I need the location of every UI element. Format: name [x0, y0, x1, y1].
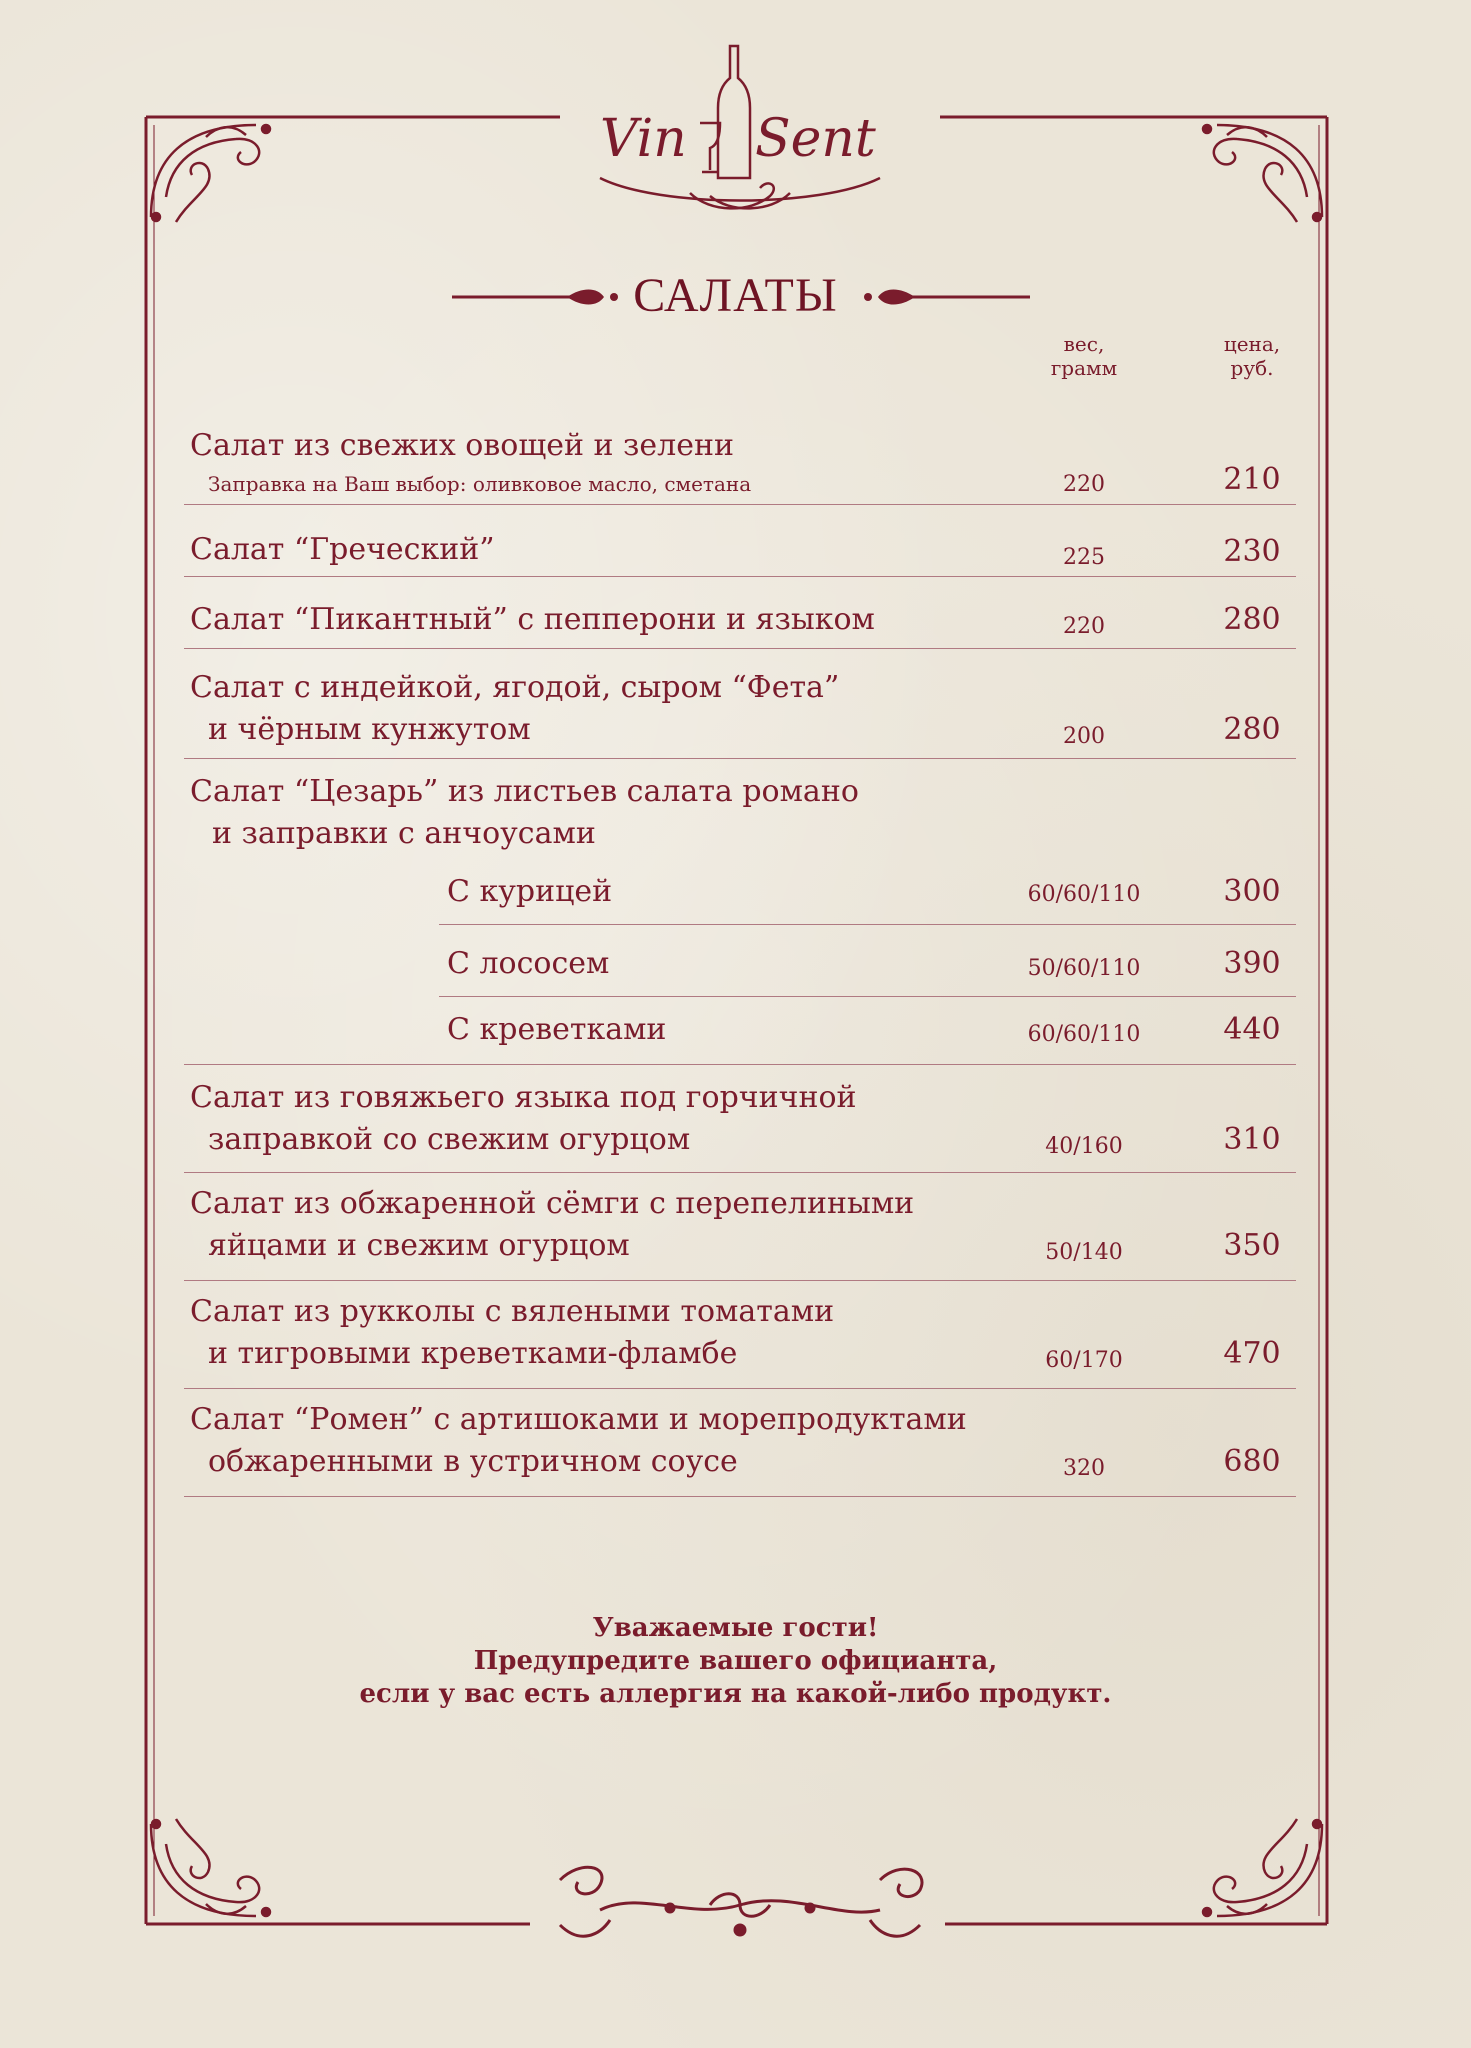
logo-text-right: Sent: [755, 109, 876, 169]
menu-item-price: 280: [1223, 602, 1281, 637]
brand-logo: [580, 38, 900, 218]
title-ornament-right: [860, 275, 1030, 315]
menu-item-variant: С курицей: [447, 874, 613, 909]
menu-item-name-continued: и чёрным кунжутом: [208, 712, 531, 747]
menu-item-price: 310: [1223, 1122, 1281, 1157]
wine-bottle-icon: [718, 46, 750, 178]
weight-column-header: вес, грамм: [1050, 332, 1118, 380]
menu-item-weight: 200: [1063, 724, 1105, 749]
menu-item-variant: С креветками: [447, 1012, 667, 1047]
menu-item-weight: 60/60/110: [1027, 1022, 1141, 1047]
menu-item-variant: С лососем: [447, 946, 610, 981]
menu-item-price: 280: [1223, 712, 1281, 747]
menu-item-name: Салат из свежих овощей и зелени: [190, 428, 734, 463]
row-divider: [184, 648, 1296, 649]
menu-item-weight: 220: [1063, 614, 1105, 639]
menu-item-name: Салат “Цезарь” из листьев салата романо: [190, 774, 859, 809]
row-divider: [184, 1496, 1296, 1497]
menu-item-price: 300: [1223, 874, 1281, 909]
menu-item-note: Заправка на Ваш выбор: оливковое масло, сметана: [208, 472, 752, 496]
menu-item-weight: 40/160: [1045, 1134, 1123, 1159]
price-column-header: цена, руб.: [1223, 332, 1281, 380]
menu-item-name-continued: заправкой со свежим огурцом: [208, 1122, 691, 1157]
menu-item-price: 210: [1223, 462, 1281, 497]
menu-item-name: Салат из говяжьего языка под горчичной: [190, 1080, 857, 1115]
row-divider: [184, 576, 1296, 577]
menu-item-weight: 60/60/110: [1027, 882, 1141, 907]
row-divider: [184, 504, 1296, 505]
menu-item-weight: 50/60/110: [1027, 956, 1141, 981]
row-divider: [184, 1280, 1296, 1281]
row-divider: [439, 924, 1296, 925]
row-divider: [184, 1172, 1296, 1173]
menu-item-weight: 60/170: [1045, 1348, 1123, 1373]
corner-flourish-icon: [1177, 117, 1327, 227]
menu-item-name-continued: обжаренными в устричном соусе: [208, 1444, 738, 1479]
corner-flourish-icon: [146, 117, 296, 227]
row-divider: [184, 1388, 1296, 1389]
menu-item-name: Салат “Греческий”: [190, 532, 495, 567]
menu-item-name: Салат “Ромен” с артишоками и морепродуктами: [190, 1402, 967, 1437]
menu-item-weight: 220: [1063, 472, 1105, 497]
menu-item-name: Салат “Пикантный” с пепперони и языком: [190, 602, 875, 637]
row-divider: [184, 1064, 1296, 1065]
row-divider: [184, 758, 1296, 759]
corner-flourish-icon: [146, 1814, 296, 1924]
menu-item-price: 390: [1223, 946, 1281, 981]
menu-item-price: 230: [1223, 534, 1281, 569]
section-title: САЛАТЫ: [633, 269, 838, 322]
menu-item-weight: 225: [1063, 545, 1105, 570]
row-divider: [439, 996, 1296, 997]
allergy-notice: Уважаемые гости! Предупредите вашего официанта, если у вас есть аллергия на какой-либо продукт.: [359, 1613, 1112, 1709]
menu-item-price: 680: [1223, 1444, 1281, 1479]
bottom-flourish-icon: [540, 1850, 940, 1950]
menu-item-name: Салат с индейкой, ягодой, сыром “Фета”: [190, 670, 840, 705]
menu-item-name-continued: и тигровыми креветками-фламбе: [208, 1336, 738, 1371]
menu-item-price: 350: [1223, 1228, 1281, 1263]
menu-item-name: Салат из рукколы с вялеными томатами: [190, 1294, 835, 1329]
menu-item-weight: 50/140: [1045, 1240, 1123, 1265]
menu-item-weight: 320: [1063, 1456, 1105, 1481]
menu-item-price: 440: [1223, 1012, 1281, 1047]
menu-item-price: 470: [1223, 1336, 1281, 1371]
logo-text-left: Vin: [600, 109, 687, 169]
menu-item-name-continued: яйцами и свежим огурцом: [208, 1228, 630, 1263]
corner-flourish-icon: [1177, 1814, 1327, 1924]
menu-item-name-continued: и заправки с анчоусами: [212, 816, 596, 851]
menu-item-name: Салат из обжаренной сёмги с перепелиными: [190, 1186, 915, 1221]
